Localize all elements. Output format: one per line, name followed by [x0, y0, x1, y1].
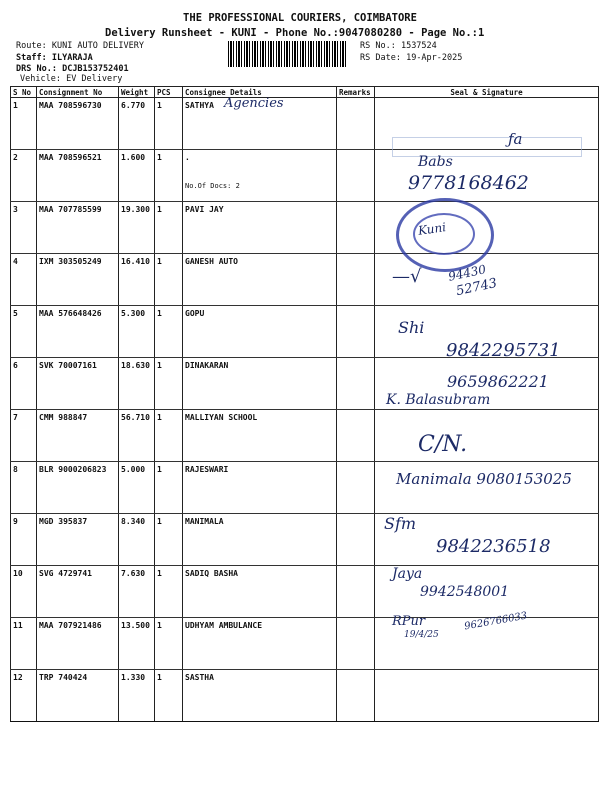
- company-name: THE PROFESSIONAL COURIERS, COIMBATORE: [183, 12, 417, 24]
- signature-row4: Kuni: [417, 220, 447, 238]
- signature-row12: RPur: [392, 614, 426, 629]
- consignee-name: SATHYA: [185, 101, 214, 110]
- table-row: [11, 618, 599, 670]
- route-value: KUNI AUTO DELIVERY: [51, 41, 144, 51]
- rs-date-value: 19-Apr-2025: [406, 53, 463, 63]
- cell-weight: 1.600: [119, 150, 155, 202]
- consignee-name: MANIMALA: [185, 517, 224, 526]
- handwriting-phone-row12: 9626766033: [463, 610, 529, 633]
- table-row: [11, 410, 599, 462]
- col-header-remarks: Remarks: [337, 87, 375, 98]
- staff-value: ILYARAJA: [51, 53, 93, 63]
- cell-consignee: [183, 462, 337, 514]
- consignee-name: RAJESWARI: [185, 465, 229, 474]
- consignee-name: MALLIYAN SCHOOL: [185, 413, 258, 422]
- cell-sno: 6: [11, 358, 37, 410]
- cell-sno: 3: [11, 202, 37, 254]
- col-header-consignee: Consignee Details: [183, 87, 337, 98]
- table-row: [11, 566, 599, 618]
- cell-remarks: [337, 358, 375, 410]
- consignee-name: SADIQ BASHA: [185, 569, 238, 578]
- consignee-name: GOPU: [185, 309, 205, 318]
- cell-weight: 6.770: [119, 98, 155, 150]
- vehicle-label: Vehicle:: [20, 74, 61, 84]
- cell-seal: [375, 410, 599, 462]
- col-header-sno: S No: [11, 87, 37, 98]
- docs-count: No.Of Docs: 2: [185, 182, 240, 190]
- cell-sno: 4: [11, 254, 37, 306]
- table-row: [11, 670, 599, 722]
- route-label: Route:: [16, 41, 47, 51]
- handwriting-phone-row5a: 94430: [446, 262, 488, 284]
- signature-row2: ƒa: [508, 130, 523, 148]
- cell-pcs: 1: [155, 150, 183, 202]
- cell-consignment: BLR 9000206823: [37, 462, 119, 514]
- cell-remarks: [337, 462, 375, 514]
- cell-pcs: 1: [155, 618, 183, 670]
- route-line: [16, 41, 144, 51]
- cell-pcs: 1: [155, 410, 183, 462]
- cell-pcs: 1: [155, 254, 183, 306]
- cell-remarks: [337, 410, 375, 462]
- handwriting-date-row12: 19/4/25: [404, 630, 439, 640]
- cell-weight: 19.300: [119, 202, 155, 254]
- staff-line: [16, 53, 93, 63]
- consignee-name: SASTHA: [185, 673, 214, 682]
- handwriting-phone-row10: 9842236518: [436, 536, 551, 557]
- signature-row11: Jaya: [392, 566, 423, 582]
- rs-date-line: [360, 53, 462, 63]
- cell-consignment: MAA 708596730: [37, 98, 119, 150]
- table-row: [11, 254, 599, 306]
- signature-row3: Babs: [418, 154, 453, 170]
- cell-weight: 1.330: [119, 670, 155, 722]
- staff-label: Staff:: [16, 53, 47, 63]
- handwriting-agencies: Agencies: [224, 96, 284, 111]
- cell-weight: 18.630: [119, 358, 155, 410]
- handwriting-phone-row6: 9842295731: [446, 340, 561, 361]
- handwriting-phone-row11: 9942548001: [420, 584, 510, 600]
- cell-consignee: [183, 306, 337, 358]
- cell-consignment: CMM 988847: [37, 410, 119, 462]
- col-header-weight: Weight: [119, 87, 155, 98]
- cell-weight: 7.630: [119, 566, 155, 618]
- consignee-name: .: [185, 153, 190, 162]
- cell-remarks: [337, 670, 375, 722]
- cell-consignee: [183, 358, 337, 410]
- cell-remarks: [337, 618, 375, 670]
- cell-remarks: [337, 150, 375, 202]
- cell-weight: 16.410: [119, 254, 155, 306]
- col-header-seal: Seal & Signature: [375, 87, 599, 98]
- consignee-name: UDHYAM AMBULANCE: [185, 621, 263, 630]
- cell-consignee: [183, 254, 337, 306]
- cell-remarks: [337, 306, 375, 358]
- drs-line: [16, 64, 129, 74]
- cell-remarks: [337, 566, 375, 618]
- cell-consignment: MAA 707785599: [37, 202, 119, 254]
- drs-value: DCJB153752401: [62, 64, 129, 74]
- table-header-row: [11, 87, 599, 98]
- rs-no-line: [360, 41, 437, 51]
- table-row: [11, 202, 599, 254]
- consignee-name: DINAKARAN: [185, 361, 229, 370]
- cell-remarks: [337, 254, 375, 306]
- cell-pcs: 1: [155, 566, 183, 618]
- cell-remarks: [337, 514, 375, 566]
- cell-sno: 10: [11, 566, 37, 618]
- handwriting-name-row7: K. Balasubram: [386, 392, 491, 408]
- rs-date-label: RS Date:: [360, 53, 401, 63]
- handwriting-phone-row5b: 52743: [454, 275, 499, 300]
- cell-consignee: [183, 566, 337, 618]
- cell-pcs: 1: [155, 202, 183, 254]
- cell-sno: 7: [11, 410, 37, 462]
- rs-no-label: RS No.:: [360, 41, 396, 51]
- cell-weight: 8.340: [119, 514, 155, 566]
- cell-pcs: 1: [155, 98, 183, 150]
- cell-consignment: IXM 303505249: [37, 254, 119, 306]
- cell-remarks: [337, 202, 375, 254]
- cell-sno: 12: [11, 670, 37, 722]
- signature-row8: C/N.: [418, 432, 468, 457]
- cell-sno: 11: [11, 618, 37, 670]
- signature-row10: Sfm: [384, 514, 417, 533]
- cell-sno: 5: [11, 306, 37, 358]
- rs-no-value: 1537524: [400, 41, 437, 51]
- cell-consignment: MAA 708596521: [37, 150, 119, 202]
- cell-consignment: MAA 576648426: [37, 306, 119, 358]
- company-seal: [396, 198, 494, 272]
- cell-weight: 5.000: [119, 462, 155, 514]
- cell-weight: 5.300: [119, 306, 155, 358]
- cell-sno: 8: [11, 462, 37, 514]
- cell-consignment: TRP 740424: [37, 670, 119, 722]
- cell-pcs: 1: [155, 514, 183, 566]
- cell-consignment: SVK 70007161: [37, 358, 119, 410]
- runsheet-title: Delivery Runsheet - KUNI - Phone No.:9047080280 - Page No.:1: [105, 27, 485, 39]
- cell-remarks: [337, 98, 375, 150]
- cell-sno: 1: [11, 98, 37, 150]
- cell-sno: 9: [11, 514, 37, 566]
- barcode-image: [228, 41, 346, 67]
- cell-weight: 56.710: [119, 410, 155, 462]
- cell-consignee: [183, 410, 337, 462]
- cell-pcs: 1: [155, 670, 183, 722]
- cell-consignee: [183, 202, 337, 254]
- cell-pcs: 1: [155, 358, 183, 410]
- cell-seal: [375, 670, 599, 722]
- consignee-name: GANESH AUTO: [185, 257, 238, 266]
- cell-consignment: MAA 707921486: [37, 618, 119, 670]
- col-header-consignment: Consignment No: [37, 87, 119, 98]
- cell-consignee: [183, 618, 337, 670]
- cell-sno: 2: [11, 150, 37, 202]
- cell-pcs: 1: [155, 462, 183, 514]
- cell-consignment: MGD 395837: [37, 514, 119, 566]
- drs-label: DRS No.:: [16, 64, 57, 74]
- signature-row5: —√: [392, 266, 422, 287]
- cell-consignee: [183, 150, 337, 202]
- cell-pcs: 1: [155, 306, 183, 358]
- cell-consignee: [183, 514, 337, 566]
- consignee-name: PAVI JAY: [185, 205, 224, 214]
- cell-weight: 13.500: [119, 618, 155, 670]
- cell-consignment: SVG 4729741: [37, 566, 119, 618]
- cell-consignee: [183, 670, 337, 722]
- signature-row6: Shi: [398, 318, 425, 337]
- signature-row9: Manimala 9080153025: [396, 470, 572, 488]
- vehicle-line: [20, 74, 122, 84]
- handwriting-phone-row3: 9778168462: [408, 172, 529, 194]
- handwriting-phone-row7: 9659862221: [447, 372, 549, 391]
- col-header-pcs: PCS: [155, 87, 183, 98]
- vehicle-value: EV Delivery: [66, 74, 123, 84]
